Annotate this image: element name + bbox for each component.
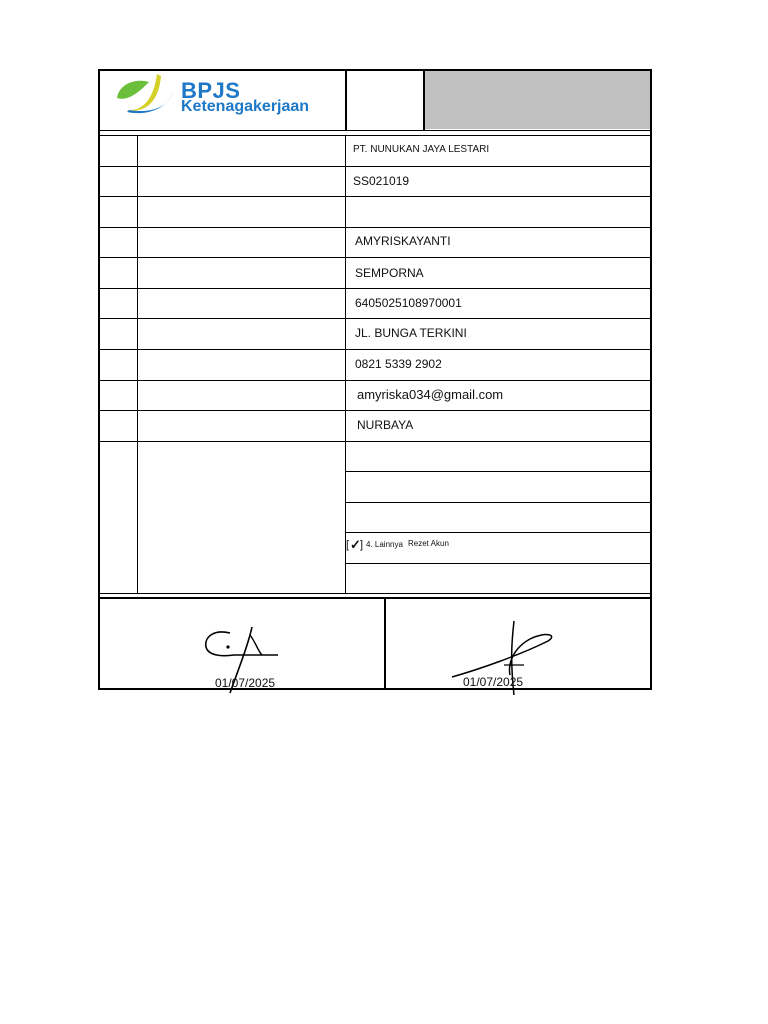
body-bottom-line-2: [98, 597, 652, 599]
col-divider-value: [345, 135, 346, 593]
subrow-line: [345, 532, 652, 533]
option-4: [346, 538, 546, 554]
bpjs-logo: [115, 72, 319, 115]
subrow-line: [345, 471, 652, 472]
code-value: SS021019: [353, 174, 410, 188]
row-line: [98, 349, 652, 350]
col-divider-number: [137, 135, 138, 593]
subrow-line: [345, 502, 652, 503]
checkbox-bracket-close: ]: [360, 539, 364, 551]
header-bottom-line-1: [98, 130, 652, 131]
subrow-line: [345, 563, 652, 564]
header-gray-box: [425, 70, 651, 129]
form-sheet: [98, 69, 652, 690]
row-line: [98, 288, 652, 289]
nik-value: 6405025108970001: [355, 296, 462, 310]
address-value: JL. BUNGA TERKINI: [355, 326, 467, 340]
header-bottom-line-2: [98, 135, 652, 136]
header-divider-2: [423, 69, 425, 130]
logo-title: BPJS: [181, 78, 241, 103]
header-divider-1: [345, 69, 347, 130]
place-value: SEMPORNA: [355, 266, 424, 280]
row-line: [98, 410, 652, 411]
email-value: amyriska034@gmail.com: [357, 387, 504, 402]
row-line: [98, 380, 652, 381]
bpjs-logo-icon: [115, 72, 177, 115]
row-line: [98, 166, 652, 167]
row-line: [98, 318, 652, 319]
phone-value: 0821 5339 2902: [355, 357, 442, 371]
mother-name-value: NURBAYA: [357, 418, 414, 432]
company-value: PT. NUNUKAN JAYA LESTARI: [353, 144, 490, 155]
row-line: [98, 227, 652, 228]
name-value: AMYRISKAYANTI: [355, 234, 451, 248]
row-line: [98, 257, 652, 258]
logo-subtitle: Ketenagakerjaan: [181, 98, 310, 115]
check-icon: ✓: [350, 537, 361, 552]
row-line: [98, 196, 652, 197]
option-4-note: Rezet Akun: [408, 539, 449, 548]
left-signature-date: 01/07/2025: [215, 676, 276, 690]
bottom-border: [98, 688, 652, 690]
checkbox-bracket-open: [: [346, 539, 350, 551]
option-4-label: 4. Lainnya: [366, 540, 403, 549]
right-signature-date: 01/07/2025: [463, 675, 524, 689]
signature-divider: [384, 597, 386, 689]
row-line: [98, 441, 652, 442]
top-border: [98, 69, 652, 71]
body-bottom-line-1: [98, 593, 652, 594]
